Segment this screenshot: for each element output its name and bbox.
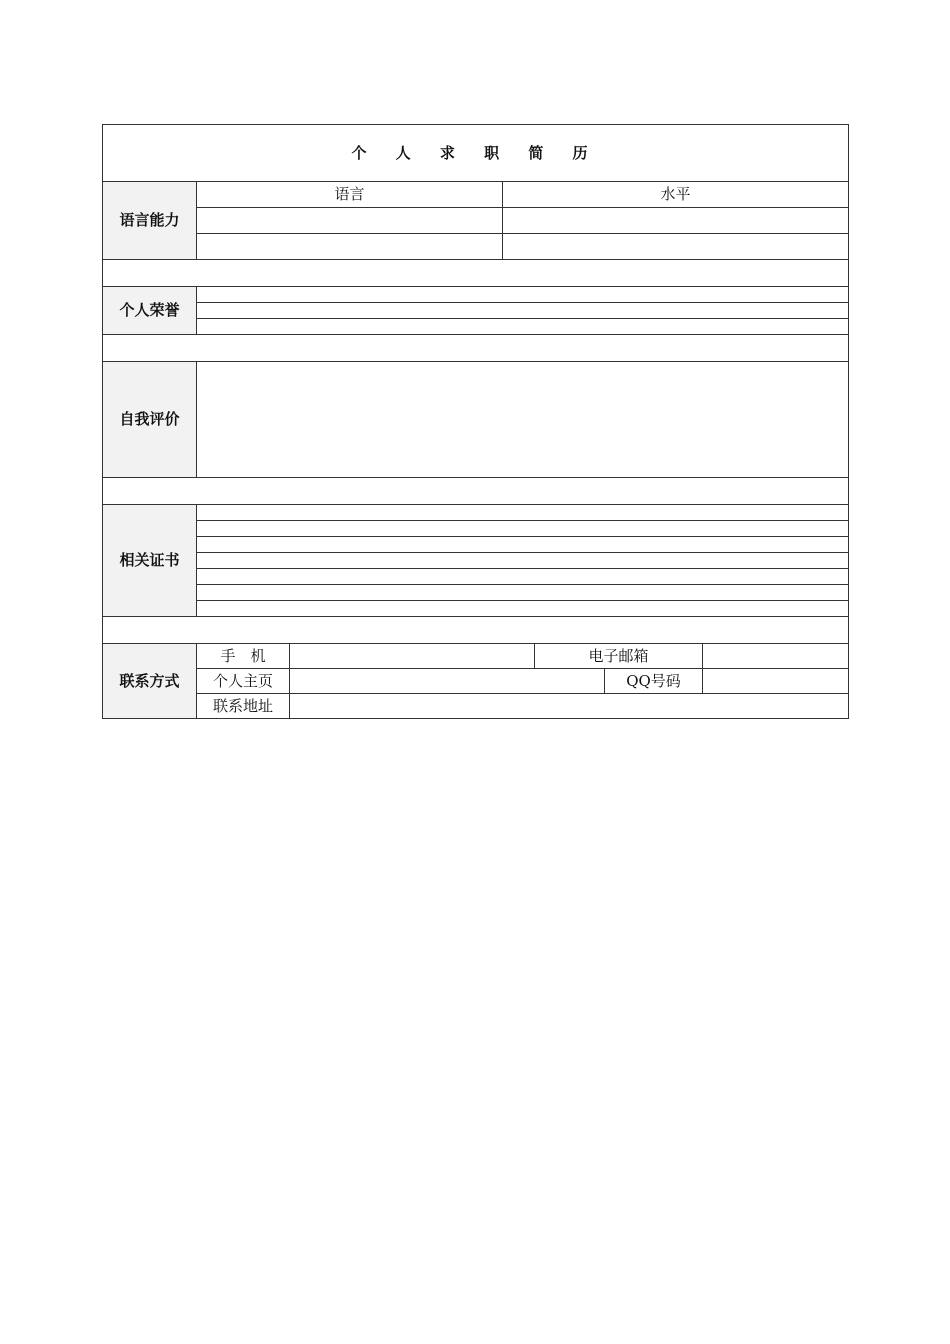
level-input[interactable] bbox=[503, 234, 849, 260]
homepage-input[interactable] bbox=[290, 669, 605, 694]
section-divider bbox=[103, 478, 849, 505]
page-title: 个 人 求 职 简 历 bbox=[103, 125, 849, 182]
certificate-input[interactable] bbox=[197, 505, 849, 521]
qq-label: QQ号码 bbox=[605, 669, 703, 694]
honor-input[interactable] bbox=[197, 287, 849, 303]
certificate-input[interactable] bbox=[197, 569, 849, 585]
section-label-honors: 个人荣誉 bbox=[103, 287, 197, 335]
qq-input[interactable] bbox=[703, 669, 849, 694]
language-input[interactable] bbox=[197, 234, 503, 260]
certificate-input[interactable] bbox=[197, 553, 849, 569]
homepage-label: 个人主页 bbox=[197, 669, 290, 694]
email-input[interactable] bbox=[703, 644, 849, 669]
certificate-input[interactable] bbox=[197, 585, 849, 601]
section-divider bbox=[103, 617, 849, 644]
address-input[interactable] bbox=[290, 694, 849, 719]
level-input[interactable] bbox=[503, 208, 849, 234]
certificate-input[interactable] bbox=[197, 521, 849, 537]
resume-table bbox=[102, 124, 849, 719]
phone-input[interactable] bbox=[290, 644, 535, 669]
resume-form bbox=[102, 124, 848, 719]
language-column-header: 语言 bbox=[197, 182, 503, 208]
honor-input[interactable] bbox=[197, 303, 849, 319]
self-evaluation-input[interactable] bbox=[197, 362, 849, 478]
language-input[interactable] bbox=[197, 208, 503, 234]
section-label-certificates: 相关证书 bbox=[103, 505, 197, 617]
email-label: 电子邮箱 bbox=[535, 644, 703, 669]
honor-input[interactable] bbox=[197, 319, 849, 335]
certificate-input[interactable] bbox=[197, 537, 849, 553]
address-label: 联系地址 bbox=[197, 694, 290, 719]
section-divider bbox=[103, 260, 849, 287]
section-label-language: 语言能力 bbox=[103, 182, 197, 260]
section-divider bbox=[103, 335, 849, 362]
certificate-input[interactable] bbox=[197, 601, 849, 617]
level-column-header: 水平 bbox=[503, 182, 849, 208]
section-label-self-evaluation: 自我评价 bbox=[103, 362, 197, 478]
phone-label: 手 机 bbox=[197, 644, 290, 669]
section-label-contact: 联系方式 bbox=[103, 644, 197, 719]
